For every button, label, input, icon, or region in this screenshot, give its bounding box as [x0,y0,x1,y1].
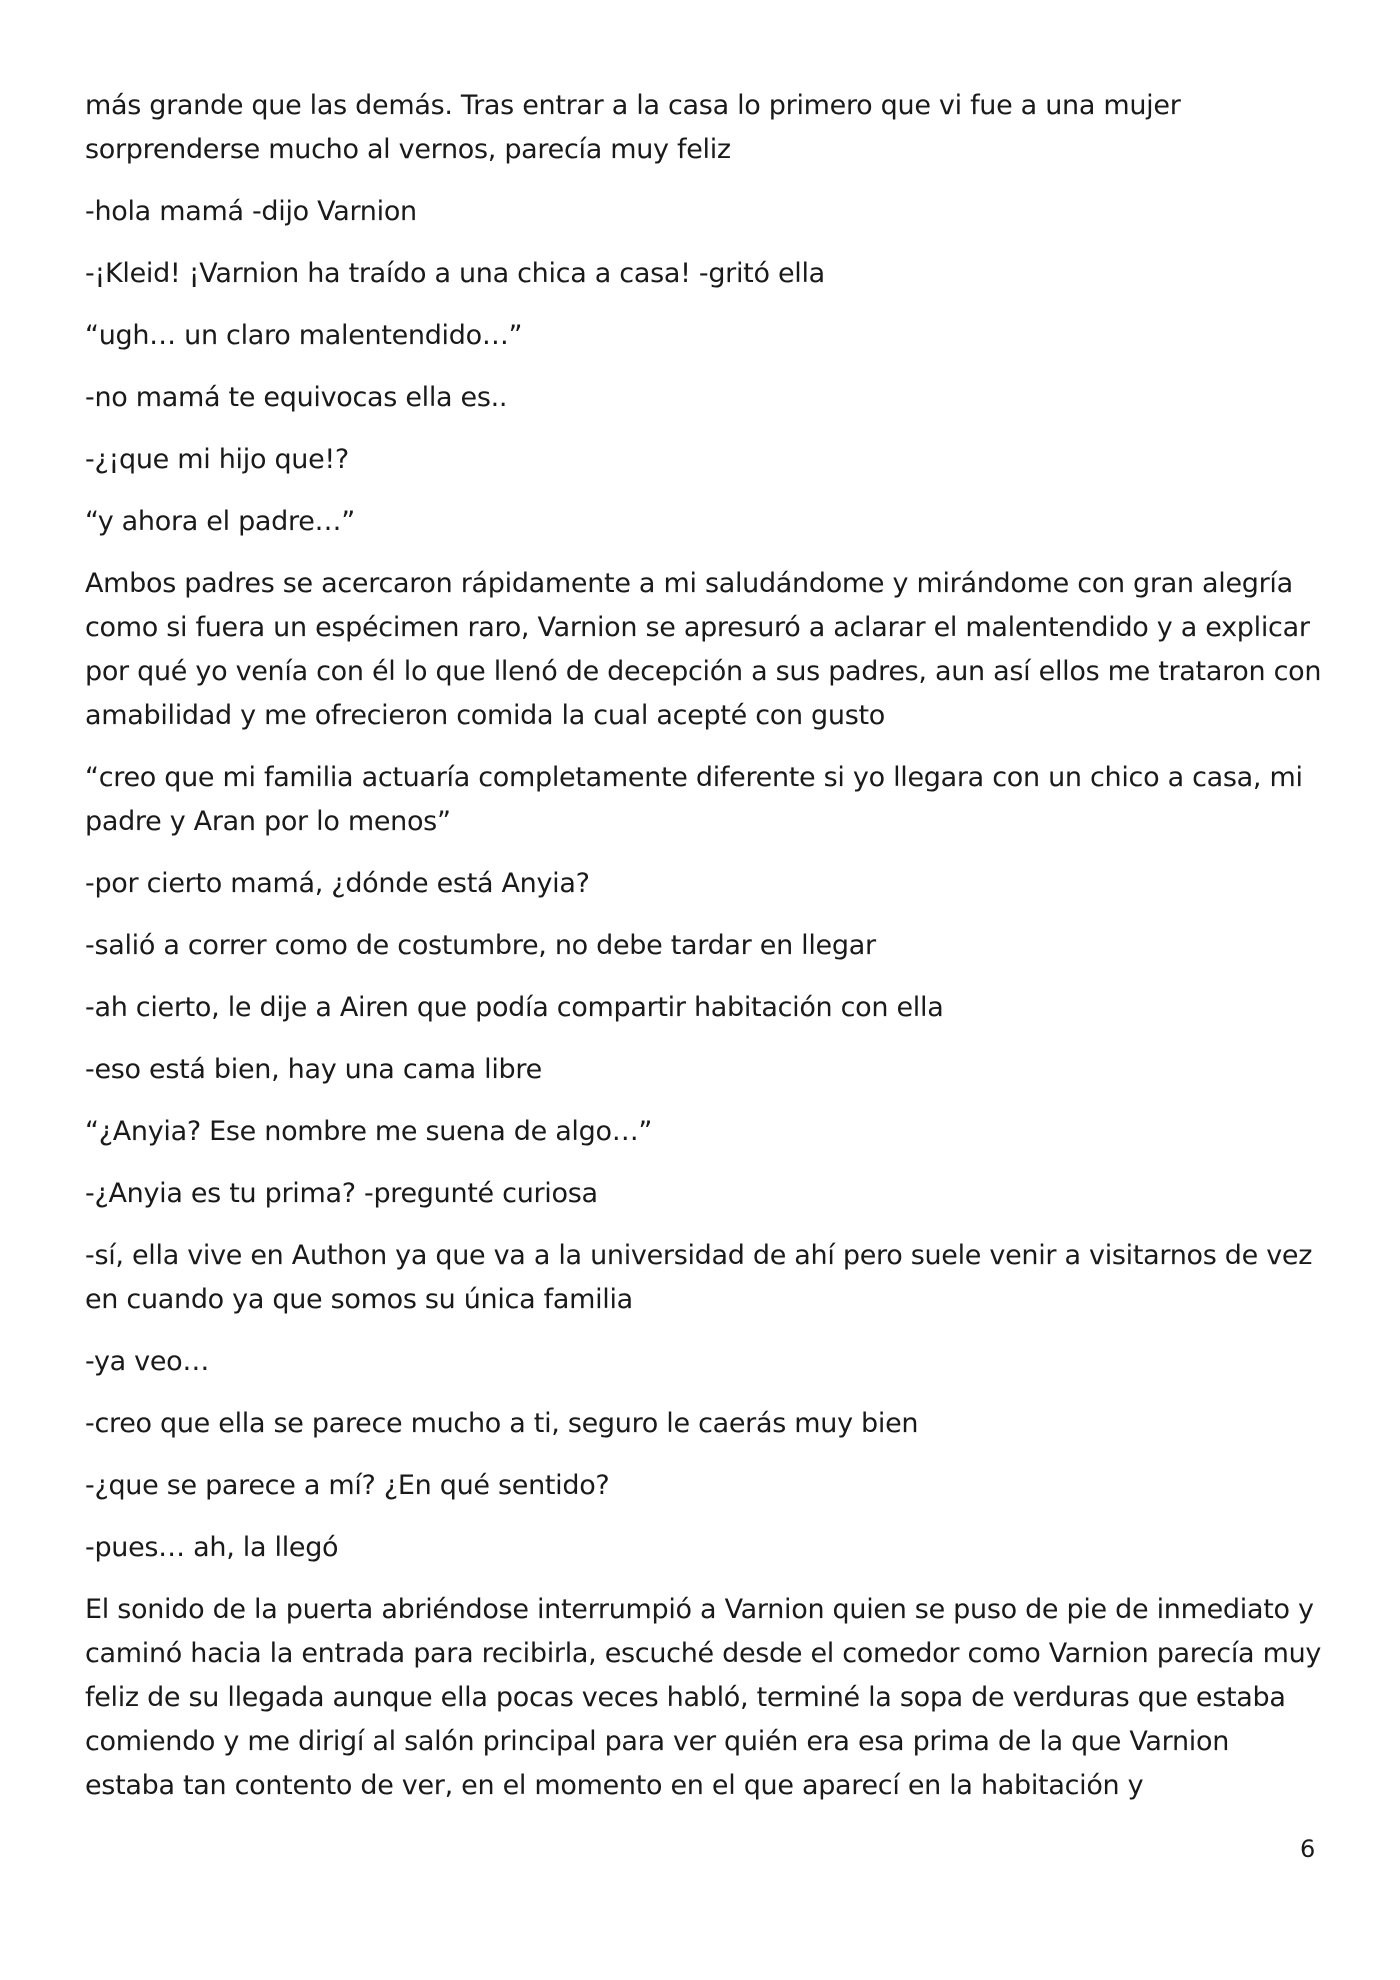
thought-line: “¿Anyia? Ese nombre me suena de algo…” [85,1116,653,1147]
dialogue-line: -¿¡que mi hijo que!? [85,444,349,475]
dialogue-line: -creo que ella se parece mucho a ti, seguro le caerás muy bien [85,1408,919,1439]
thought-line: “creo que mi familia actuaría completamente diferente si yo llegara con un chico a casa, mi padre y Aran por lo menos” [85,762,1303,837]
dialogue-line: -pues… ah, la llegó [85,1532,339,1563]
paragraph: más grande que las demás. Tras entrar a la casa lo primero que vi fue a una mujer sorprenderse mucho al vernos, parecía muy feliz [85,90,1181,165]
dialogue-line: -¿Anyia es tu prima? -pregunté curiosa [85,1178,598,1209]
page-body-text [85,84,1325,1826]
dialogue-line: -ah cierto, le dije a Airen que podía compartir habitación con ella [85,992,944,1023]
dialogue-line: -salió a correr como de costumbre, no debe tardar en llegar [85,930,876,961]
dialogue-line: -ya veo… [85,1346,210,1377]
dialogue-line: -sí, ella vive en Authon ya que va a la universidad de ahí pero suele venir a visitarnos de vez en cuando ya que somos su única familia [85,1240,1313,1315]
dialogue-line: -¿que se parece a mí? ¿En qué sentido? [85,1470,610,1501]
paragraph: El sonido de la puerta abriéndose interrumpió a Varnion quien se puso de pie de inmediato y caminó hacia la entrada para recibirla, escuché desde el comedor como Varnion parecía muy feliz de su llegada aunque ella pocas veces habló, terminé la sopa de verduras que estaba comiendo y me dirigí al salón principal para ver quién era esa prima de la que Varnion estaba tan contento de ver, en el momento en el que aparecí en la habitación y [85,1594,1322,1801]
thought-line: “ugh… un claro malentendido…” [85,320,523,351]
paragraph: Ambos padres se acercaron rápidamente a mi saludándome y mirándome con gran alegría como si fuera un espécimen raro, Varnion se apresuró a aclarar el malentendido y a explicar por qué yo venía con él lo que llenó de decepción a sus padres, aun así ellos me trataron con amabilidad y me ofrecieron comida la cual acepté con gusto [85,568,1322,731]
thought-line: “y ahora el padre…” [85,506,355,537]
dialogue-line: -eso está bien, hay una cama libre [85,1054,542,1085]
dialogue-line: -no mamá te equivocas ella es.. [85,382,508,413]
dialogue-line: -¡Kleid! ¡Varnion ha traído a una chica a casa! -gritó ella [85,258,825,289]
dialogue-line: -hola mamá -dijo Varnion [85,196,417,227]
dialogue-line: -por cierto mamá, ¿dónde está Anyia? [85,868,590,899]
page-number: 6 [1300,1835,1316,1863]
